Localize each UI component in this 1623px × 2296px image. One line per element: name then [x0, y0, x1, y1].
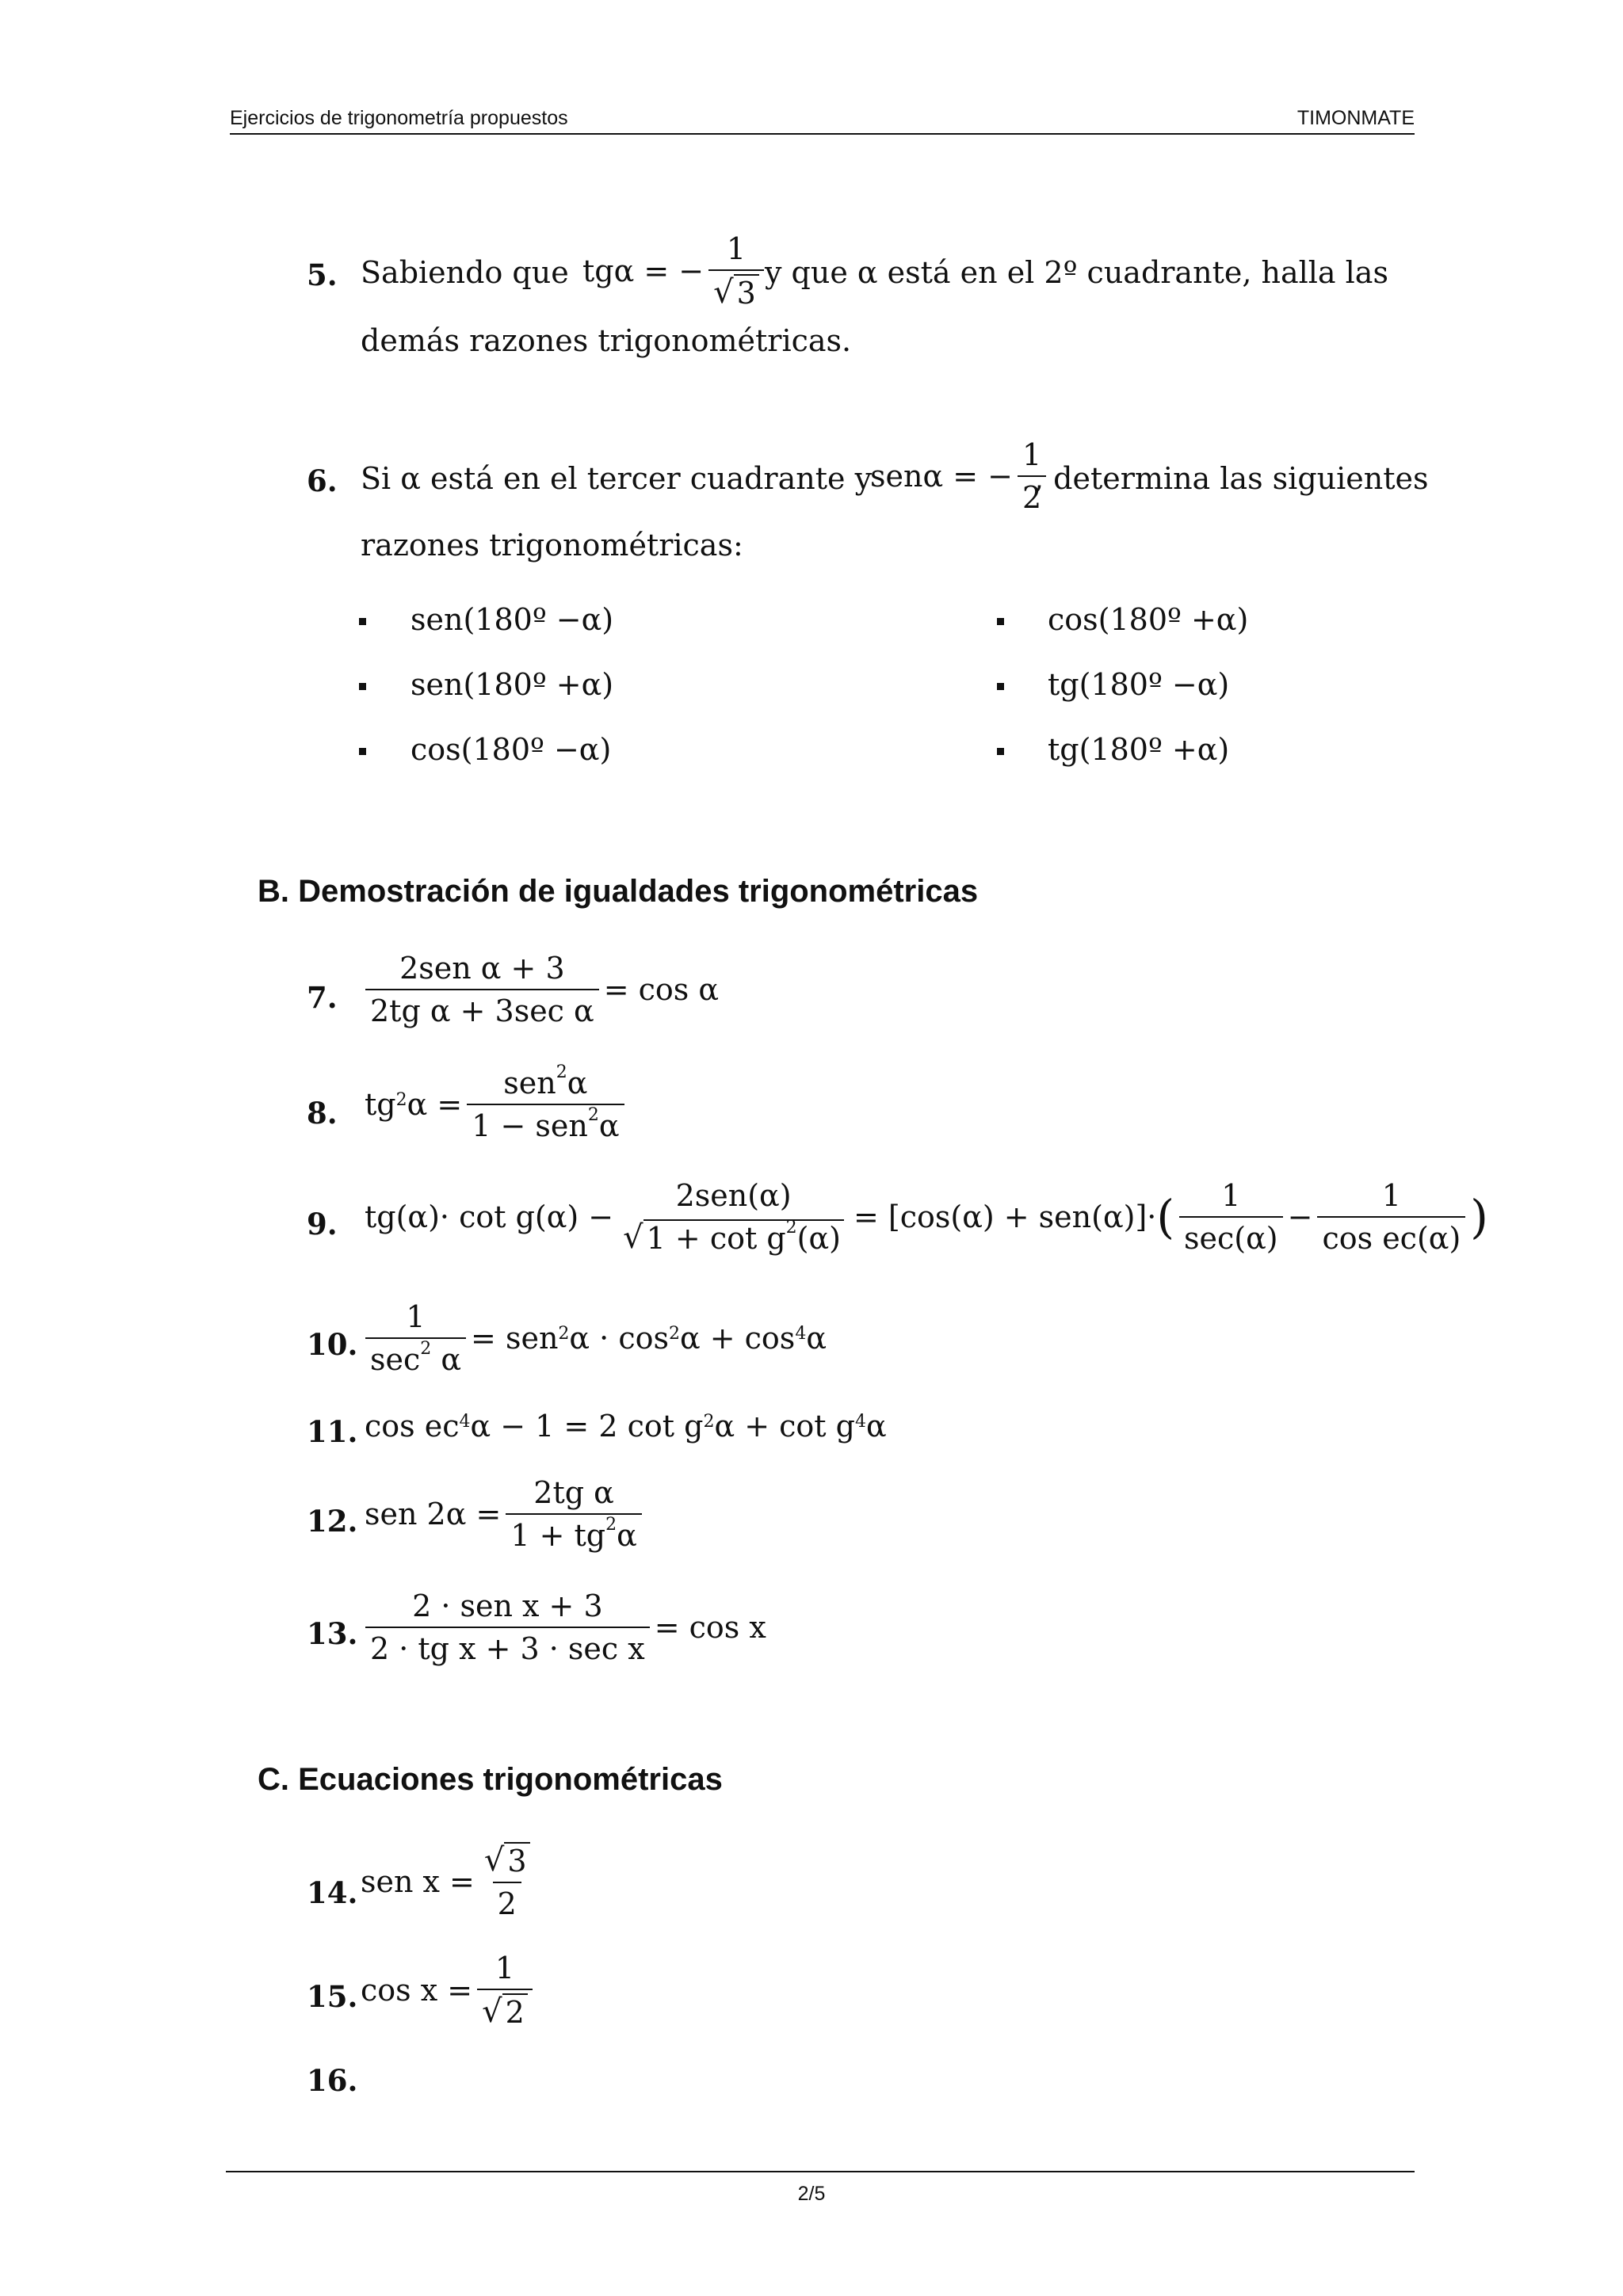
- header-brand: TIMONMATE: [1296, 107, 1415, 129]
- exercise-5-formula: tgα = − 1 √ 3: [582, 231, 769, 311]
- exercise-14-formula: sen x = √ 3 2: [361, 1842, 540, 1921]
- exercise-9-number: 9.: [307, 1207, 338, 1241]
- page-number: 2/5: [797, 2183, 826, 2205]
- exercise-7-formula: $\frac{\text{2sen α + 3}}{\text{2tg α + 3sec α}}$ = cos α: [361, 951, 719, 1028]
- exercise-16-number: 16.: [307, 2063, 358, 2098]
- bullet-icon: [997, 683, 1004, 690]
- exercise-6-formula: senα = − $\frac{1}{2}$: [870, 437, 1051, 515]
- header-title: Ejercicios de trigonometría propuestos: [230, 107, 568, 129]
- list-item: cos(180º +α): [1048, 602, 1249, 637]
- list-item: sen(180º +α): [411, 667, 614, 702]
- exercise-9-formula: tg(α)· cot g(α) − 2sen(α) √ $1 + \cot g^2(\alpha)$ = [cos(α) + sen(α)]· ( $\frac{1}{\sec(\alpha)}$ − $\frac{1}{\text{cos ec(α)}}$ ): [365, 1178, 1488, 1256]
- footer-divider: [226, 2171, 1415, 2172]
- list-item: cos(180º −α): [411, 732, 612, 767]
- exercise-5-text-a: Sabiendo que: [361, 255, 569, 290]
- exercise-8-formula: tg 2 α = $\frac{sen^2\alpha}{1 - sen^2\alpha}$: [365, 1066, 629, 1143]
- exercise-6-number: 6.: [307, 463, 338, 498]
- exercise-6-text-a: Si α está en el tercer cuadrante y: [361, 461, 873, 496]
- bullet-icon: [359, 683, 366, 690]
- exercise-8-number: 8.: [307, 1096, 338, 1131]
- page-header: [230, 101, 1415, 135]
- exercise-12-number: 12.: [307, 1504, 358, 1539]
- exercise-5-number: 5.: [307, 257, 338, 292]
- list-item: sen(180º −α): [411, 602, 614, 637]
- list-item: tg(180º −α): [1048, 667, 1230, 702]
- exercise-5-text-line2: demás razones trigonométricas.: [361, 323, 852, 358]
- exercise-13-formula: $\frac{\text{2 · sen x + 3}}{\text{2 · tg x + 3 · sec x}}$ = cos x: [361, 1589, 766, 1666]
- bullet-icon: [997, 618, 1004, 625]
- exercise-14-number: 14.: [307, 1875, 358, 1910]
- exercise-15-number: 15.: [307, 1979, 358, 2014]
- exercise-5-text-b: y que α está en el 2º cuadrante, halla las: [765, 255, 1388, 290]
- bullet-icon: [997, 748, 1004, 755]
- exercise-10-formula: $\frac{1}{\sec^2 \alpha}$ = sen 2 α · cos 2 α + cos 4 α: [361, 1299, 827, 1377]
- exercise-6-text-line2: razones trigonométricas:: [361, 528, 743, 563]
- exercise-11-number: 11.: [307, 1414, 358, 1449]
- section-c-title: C. Ecuaciones trigonométricas: [258, 1762, 723, 1797]
- exercise-6-text-b: , determina las siguientes: [1034, 461, 1429, 496]
- exercise-15-formula: cos x = 1 √ 2: [361, 1951, 537, 2030]
- exercise-11-formula: cos ec 4 α − 1 = 2 cot g 2 α + cot g 4 α: [365, 1409, 887, 1444]
- exercise-12-formula: sen 2α = $\frac{\text{2tg α}}{1 + tg^2\alpha}$: [365, 1475, 647, 1553]
- exercise-10-number: 10.: [307, 1327, 358, 1362]
- section-b-title: B. Demostración de igualdades trigonométricas: [258, 874, 979, 909]
- bullet-icon: [359, 618, 366, 625]
- exercise-13-number: 13.: [307, 1616, 358, 1651]
- exercise-7-number: 7.: [307, 980, 338, 1015]
- bullet-icon: [359, 748, 366, 755]
- list-item: tg(180º +α): [1048, 732, 1230, 767]
